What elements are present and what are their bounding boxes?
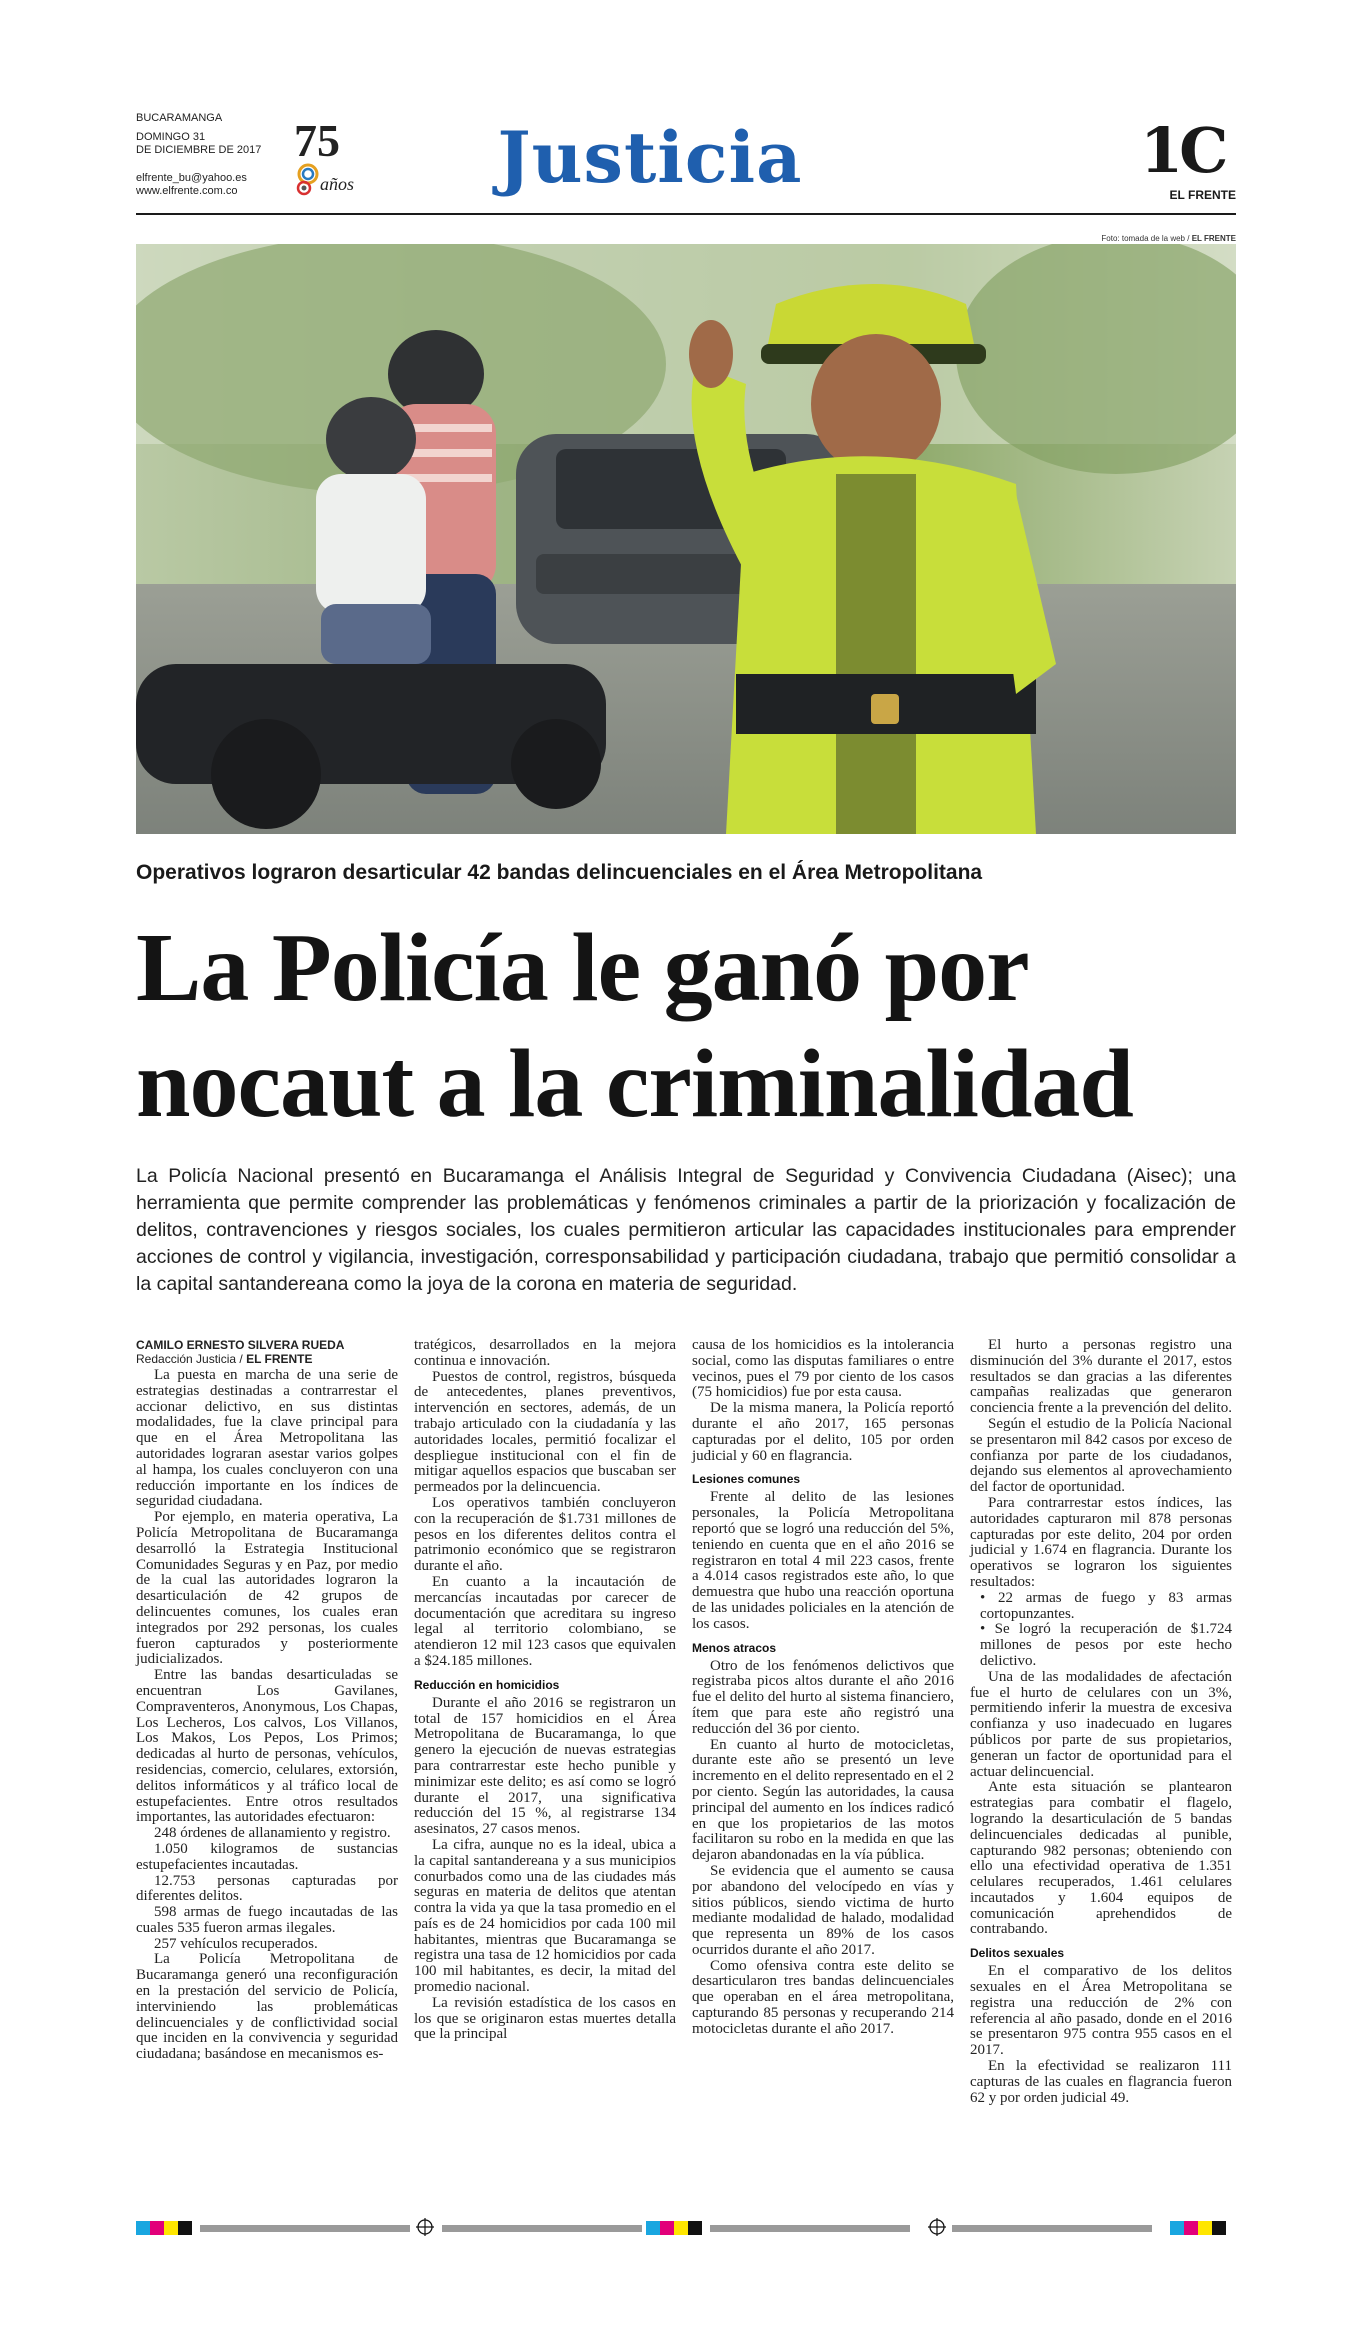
website-link[interactable]: www.elfrente.com.co	[136, 185, 238, 197]
paragraph: En el comparativo de los delitos sexuales en el Área Metropolitana se registra una reducción de 2% con referencia al año pasado, donde en el 2016 se presentaron 975 contra 955 casos en el 2017.	[970, 1963, 1232, 2059]
paragraph: Entre las bandas desarticuladas se encuentran Los Gavilanes, Compraventeros, Anonymous, Los Chapas, Los Lecheros, Los calvos, Los Villanos, Los Makos, Los Pepos, Los Primos; dedicadas al hurto de personas, vehículos, residencias, comercio, celulares, extorsión, delitos informáticos y al tráfico local de estupefacientes. Entre otros resultados importantes, las autoridades efectuaron:	[136, 1667, 398, 1826]
article-column-4	[970, 1338, 1232, 2106]
desk-source: EL FRENTE	[246, 1352, 313, 1366]
article-column-2	[414, 1338, 676, 2043]
masthead-rule	[136, 213, 1236, 215]
paragraph: La cifra, aunque no es la ideal, ubica a la capital santandereana y a sus municipios conurbados como una de las ciudades más seguras en materia de delitos que atentan contra la vida ya que la tasa promedio en el país es de 24 homicidios por cada 100 mil habitantes, mientras que Bucaramanga se registra una tasa de 12 homicidios por cada 100 mil habitantes, es decir, la mitad del promedio nacional.	[414, 1836, 676, 1996]
gray-bar	[952, 2225, 1152, 2232]
photo-credit-source: EL FRENTE	[1191, 234, 1236, 243]
subheading-delitos-sexuales: Delitos sexuales	[970, 1946, 1065, 1961]
date-line-1: DOMINGO 31	[136, 131, 206, 143]
paragraph: Ante esta situación se plantearon estrategias para combatir el flagelo, logrando la desarticulación de 5 bandas delincuenciales dedicadas al punible, capturando 982 personas; obteniendo con ello una efectividad operativa de 1.351 celulares recuperados, 1.461 celulares incautados y 1.604 equipos de comunicación aprehendidos de contrabando.	[970, 1779, 1232, 1938]
photo-credit	[1000, 234, 1236, 243]
gray-bar	[710, 2225, 910, 2232]
anniversary-word: años	[320, 174, 355, 194]
paragraph: Puestos de control, registros, búsqueda de antecedentes, planes preventivos, intervención en sectores, además, de un trabajo articulado con la ciudadanía y las autoridades locales, permitió focalizar el despliegue institucional con el fin de mitigar aquellos espacios que buscaban ser permeados por la delincuencia.	[414, 1368, 676, 1496]
paragraph: Para contrarrestar estos índices, las autoridades capturaron mil 878 personas capturadas por este delito, 204 por orden judicial y 1.674 en flagrancia. Durante los operativos se lograron los siguientes resultados:	[970, 1494, 1232, 1590]
subheading-lesiones: Lesiones comunes	[692, 1472, 801, 1487]
article-column-3	[692, 1338, 954, 2038]
paragraph: De la misma manera, la Policía reportó durante el año 2017, 165 personas capturadas por el delito, 105 por orden judicial y 60 en flagrancia.	[692, 1400, 954, 1464]
paragraph: En cuanto a la incautación de mercancías incautadas por carecer de documentación que acreditara su ingreso legal al territorio colombiano, se atendieron 12 mil 123 casos que equivalen a $24.185 millones.	[414, 1573, 676, 1669]
headline-line-1: La Policía le ganó por	[136, 914, 1029, 1022]
registration-mark-icon	[928, 2218, 946, 2236]
paragraph: tratégicos, desarrollados en la mejora continua e innovación.	[414, 1337, 676, 1369]
result-item: 257 vehículos recuperados.	[154, 1935, 318, 1952]
paragraph: El hurto a personas registro una disminución del 3% durante el 2017, estos resultados se dan gracias a las diferentes campañas realizadas que generaron conciencia frente a la prevención del delito.	[970, 1337, 1232, 1417]
brand-name: EL FRENTE	[1169, 188, 1236, 202]
paragraph: Una de las modalidades de afectación fue el hurto de celulares con un 3%, permitiendo inferir la muestra de excesiva confianza y uso inadecuado en lugares públicos por parte de sus propietarios, generan un factor de oportunidad para el actuar delincuencial.	[970, 1668, 1232, 1780]
paragraph: Según el estudio de la Policía Nacional se presentaron mil 842 casos por exceso de confianza por parte de los ciudadanos, dejando sus elementos al aprovechamiento del factor de oportunidad.	[970, 1415, 1232, 1496]
byline: CAMILO ERNESTO SILVERA RUEDA	[136, 1338, 345, 1352]
bullet-item: • Se logró la recuperación de $1.724 millones de pesos por este hecho delictivo.	[980, 1621, 1232, 1669]
page-number: 1C	[1140, 114, 1225, 187]
paragraph: Se evidencia que el aumento se causa por abandono del velocípedo en vías y sitios públicos, siendo victima de hurto mediante modalidad de halado, modalidad que representa un 89% de los casos ocurridos durante el año 2017.	[692, 1862, 954, 1958]
anniversary-number: 75	[294, 115, 340, 166]
subheading-homicidios: Reducción en homicidios	[414, 1677, 560, 1692]
masthead-meta	[136, 112, 261, 157]
desk-prefix: Redacción Justicia /	[136, 1352, 243, 1366]
article-kicker: Operativos lograron desarticular 42 bandas delincuenciales en el Área Metropolitana	[136, 861, 983, 884]
paragraph: Frente al delito de las lesiones personales, la Policía Metropolitana reportó que se logró una reducción del 5%, teniendo en cuenta que en el año 2016 se registraron en total 4 mil 223 casos, frente a 4.014 casos registrados este año, lo que demuestra que hubo una reacción oportuna de las unidades policiales en la atención de los casos.	[692, 1489, 954, 1632]
color-swatches-right	[1170, 2221, 1226, 2235]
gray-bar	[442, 2225, 642, 2232]
police-officer-photo	[136, 244, 1236, 834]
paragraph: causa de los homicidios es la intolerancia social, como las disputas familiares o entre vecinos, pues el 79 por ciento de los casos (75 homicidios) fue por esta causa.	[692, 1337, 954, 1401]
email-link[interactable]: elfrente_bu@yahoo.es	[136, 172, 247, 184]
article-headline	[136, 910, 1256, 1142]
photo-credit-prefix: Foto: tomada de la web /	[1101, 234, 1190, 243]
subheading-atracos: Menos atracos	[692, 1640, 777, 1655]
color-swatches-left	[136, 2221, 192, 2235]
result-item: 598 armas de fuego incautadas de las cuales 535 fueron armas ilegales.	[136, 1904, 398, 1936]
date-line-2: DE DICIEMBRE DE 2017	[136, 144, 262, 156]
result-item: 1.050 kilogramos de sustancias estupefacientes incautadas.	[136, 1840, 398, 1873]
paragraph: En la efectividad se realizaron 111 capturas de las cuales en flagrancia fueron 62 y por orden judicial 49.	[970, 2058, 1232, 2106]
paragraph: Otro de los fenómenos delictivos que registraba picos altos durante el año 2016 fue el delito del hurto al sistema financiero, ítem que para este año registró una reducción del 36 por ciento.	[692, 1657, 954, 1737]
headline-line-2: nocaut a la criminalidad	[136, 1030, 1133, 1138]
section-title: Justicia	[497, 116, 803, 199]
main-photo	[136, 244, 1236, 834]
city: BUCARAMANGA	[136, 112, 223, 124]
gray-bar	[200, 2225, 410, 2232]
paragraph: Durante el año 2016 se registraron un total de 157 homicidios en el Área Metropolitana de Bucaramanga, lo que genero la ejecución de nuevas estrategias para contrarrestar este hecho punible y minimizar este delito; es así como se logró durante el 2017, una significativa reducción del 15 %, al registrarse 134 asesinatos, 27 casos menos.	[414, 1694, 676, 1838]
color-swatches-center	[646, 2221, 702, 2235]
paragraph: En cuanto al hurto de motocicletas, durante este año se presentó un leve incremento en el delito representado en el 2 por ciento. Según las autoridades, la causa principal del aumento en los índices radicó en que los propietarios de las motos facilitaron su robo en la medida en que las dejaron abandonadas en la vía pública.	[692, 1736, 954, 1864]
paragraph: Como ofensiva contra este delito se desarticularon tres bandas delincuenciales que operaban en el área metropolitana, capturando 85 personas y recuperando 214 motocicletas durante el año 2017.	[692, 1957, 954, 2037]
paragraph: La puesta en marcha de una serie de estrategias destinadas a contrarrestar el accionar delictivo, en sus distintas modalidades, fue la clave principal para que en el Área Metropolitana las autoridades lograran asestar varios golpes al hampa, los cuales concluyeron con una reducción importante en los índices de seguridad ciudadana.	[136, 1367, 398, 1510]
article-column-1	[136, 1338, 398, 2063]
paragraph: Los operativos también concluyeron con la recuperación de $1.731 millones de pesos en los diferentes delitos contra el patrimonio económico que se registraron durante el año.	[414, 1494, 676, 1575]
result-item: 248 órdenes de allanamiento y registro.	[154, 1825, 391, 1842]
paragraph: La Policía Metropolitana de Bucaramanga generó una reconfiguración en la prestación del servicio de Policía, interviniendo las problemáticas delincuenciales y de conflictividad social que inciden en la convivencia y seguridad ciudadana; basándose en mecanismos es-	[136, 1951, 398, 2063]
paragraph: La revisión estadística de los casos en los que se originaron estas muertes detalla que la principal	[414, 1994, 676, 2043]
result-item: 12.753 personas capturadas por diferentes delitos.	[136, 1872, 398, 1905]
paragraph: Por ejemplo, en materia operativa, La Policía Metropolitana de Bucaramanga desarrolló la Estrategia Institucional Comunidades Seguras y en Paz, por medio de la cual las autoridades lograron la desarticulación de 42 grupos de delincuentes comunes, los cuales eran integrados por 292 personas, los cuales fueron capturados y posteriormente judicializados.	[136, 1509, 398, 1668]
contact-block	[136, 172, 247, 198]
desk-line	[136, 1352, 398, 1366]
article-lead: La Policía Nacional presentó en Bucaramanga el Análisis Integral de Seguridad y Convivencia Ciudadana (Aisec); una herramienta que permite comprender las problemáticas y fenómenos criminales a partir de la priorización y focalización de delitos, contravenciones y riesgos sociales, los cuales permitieron articular las capacidades institucionales para emprender acciones de control y vigilancia, investigación, corresponsabilidad y participación ciudadana, trabajo que permitió consolidar a la capital santandereana como la joya de la corona en materia de seguridad.	[136, 1165, 1236, 1295]
bullet-item: • 22 armas de fuego y 83 armas cortopunzantes.	[980, 1589, 1232, 1622]
registration-mark-icon	[416, 2218, 434, 2236]
